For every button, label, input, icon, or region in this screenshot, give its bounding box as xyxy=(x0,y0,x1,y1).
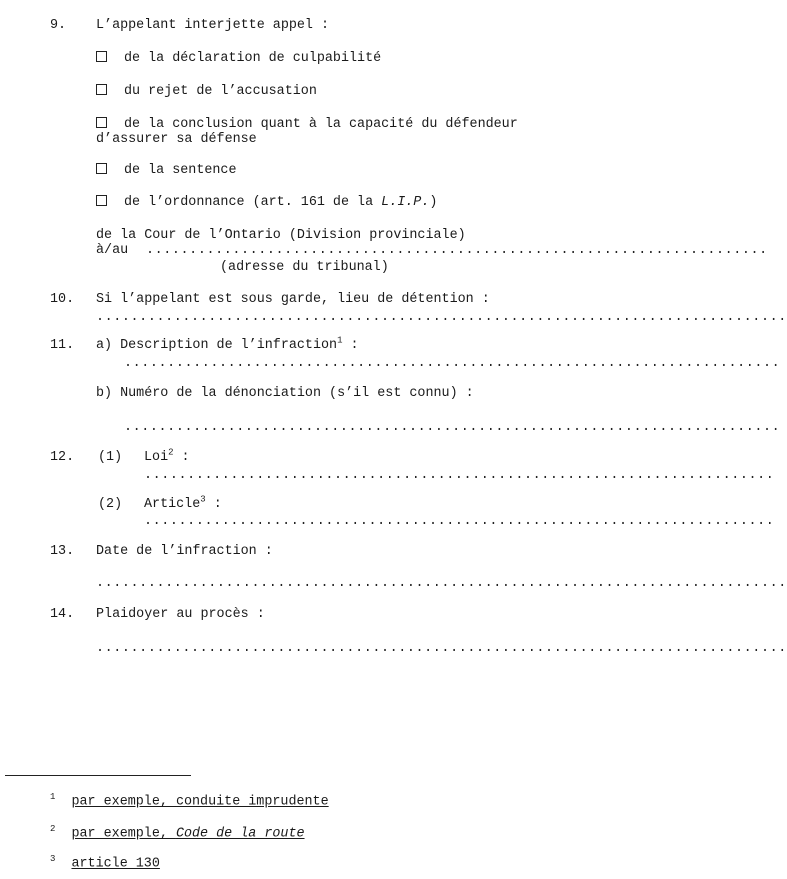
footnote-2-number: 2 xyxy=(50,824,56,834)
q14-text: Plaidoyer au procès : xyxy=(96,607,265,622)
q12-p2-article: Article xyxy=(144,497,201,512)
q9-court: de la Cour de l’Ontario (Division provinciale) xyxy=(96,228,466,243)
option-order-italic: L.I.P. xyxy=(381,195,430,210)
q12-number: 12. xyxy=(50,450,75,465)
q12-p1-law: Loi xyxy=(144,450,169,465)
q10-text: Si l’appelant est sous garde, lieu de détention : xyxy=(96,292,490,307)
q11-a-label: a) Description de l’infraction xyxy=(96,338,338,353)
q12-article-field[interactable]: ......................................................................... xyxy=(144,514,775,529)
q9-address-caption: (adresse du tribunal) xyxy=(220,260,389,275)
q9-address-field[interactable]: ........................................................................ xyxy=(146,243,768,258)
option-capacity-label-line2: d’assurer sa défense xyxy=(96,132,257,147)
footnote-1 xyxy=(50,790,329,809)
q12-p1-colon: : xyxy=(173,450,190,465)
footnote-1-number: 1 xyxy=(50,792,56,802)
q13-number: 13. xyxy=(50,544,75,559)
footnote-2-text: par exemple, xyxy=(71,826,176,842)
q11-a-field[interactable]: ............................................................................ xyxy=(124,356,781,371)
option-culpability-label: de la déclaration de culpabilité xyxy=(124,51,382,66)
q9-number: 9. xyxy=(50,18,67,33)
footnote-2 xyxy=(50,822,305,841)
footnote-3-number: 3 xyxy=(50,854,56,864)
footnote-1-text: par exemple, conduite imprudente xyxy=(71,794,329,810)
q11-a-colon: : xyxy=(342,338,359,353)
option-order-text: de l’ordonnance (art. 161 de la xyxy=(124,195,374,210)
q12-law-field[interactable]: ......................................................................... xyxy=(144,468,775,483)
q12-p2-label: (2) xyxy=(98,497,123,512)
checkbox-capacity[interactable] xyxy=(96,117,107,128)
q9-text: L’appelant interjette appel : xyxy=(96,18,330,33)
q12-p1-text xyxy=(144,447,190,465)
q11-a-text xyxy=(96,335,359,353)
q14-number: 14. xyxy=(50,607,75,622)
q11-b-field[interactable]: ............................................................................ xyxy=(124,420,781,435)
q10-number: 10. xyxy=(50,292,75,307)
q14-plea-field[interactable]: ................................................................................ xyxy=(96,641,787,656)
q12-p1-label: (1) xyxy=(98,450,123,465)
checkbox-order[interactable] xyxy=(96,195,107,206)
q9-aau: à/au xyxy=(96,243,129,258)
option-sentence-label: de la sentence xyxy=(124,163,237,178)
option-order-label xyxy=(124,195,437,210)
q11-number: 11. xyxy=(50,338,75,353)
option-capacity-label: de la conclusion quant à la capacité du défendeur xyxy=(124,117,518,132)
q12-p1-footnote-ref: 2 xyxy=(168,447,174,458)
q13-text: Date de l’infraction : xyxy=(96,544,273,559)
q12-p2-footnote-ref: 3 xyxy=(200,494,206,505)
option-rejection-label: du rejet de l’accusation xyxy=(124,84,317,99)
checkbox-sentence[interactable] xyxy=(96,163,107,174)
q11-b-text: b) Numéro de la dénonciation (s’il est connu) : xyxy=(96,386,474,401)
q12-p2-colon: : xyxy=(205,497,222,512)
option-order-after: ) xyxy=(429,195,438,210)
footnote-3 xyxy=(50,852,160,871)
q11-a-footnote-ref: 1 xyxy=(337,335,343,346)
q13-date-field[interactable]: ................................................................................ xyxy=(96,576,787,591)
checkbox-culpability[interactable] xyxy=(96,51,107,62)
footnote-3-text: article 130 xyxy=(71,856,160,872)
footnote-divider xyxy=(5,775,191,776)
checkbox-rejection[interactable] xyxy=(96,84,107,95)
q10-detention-field[interactable]: ................................................................................ xyxy=(96,310,787,325)
footnote-2-italic: Code de la route xyxy=(175,826,305,842)
q12-p2-text xyxy=(144,494,222,512)
